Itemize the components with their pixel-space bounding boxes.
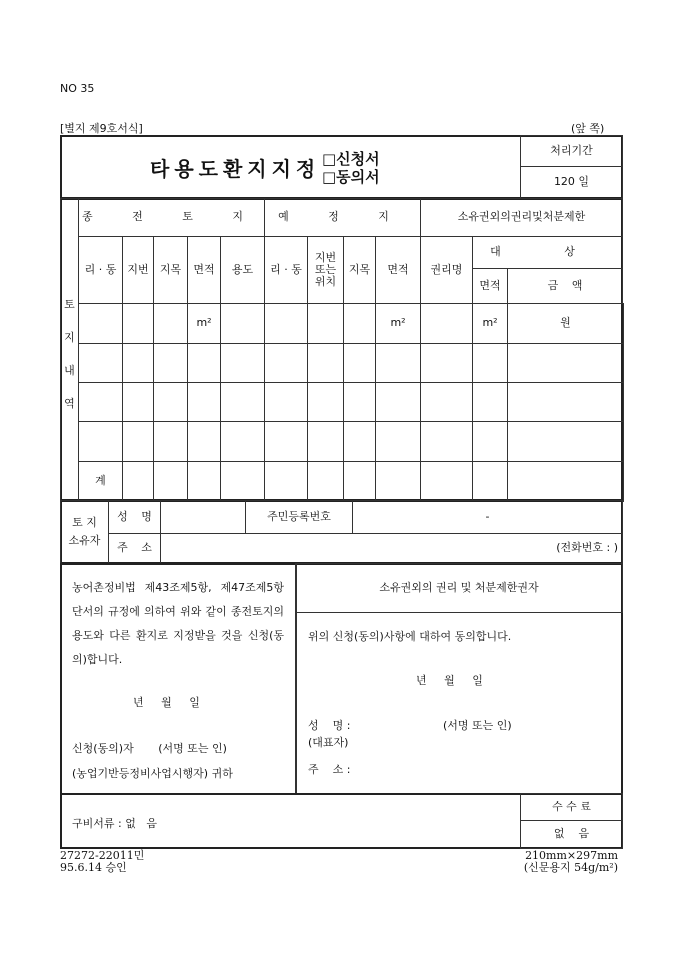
group-planned-land: 예 정 지 bbox=[264, 198, 421, 237]
land-cell[interactable] bbox=[78, 303, 123, 344]
land-cell[interactable] bbox=[420, 343, 473, 383]
application-text: 농어촌정비법 제43조제5항, 제47조제5항 단서의 규정에 의하여 위와 같이 종전토지의 용도와 다른 환지로 지정받을 것을 신청(동의)합니다. bbox=[72, 581, 284, 666]
land-cell[interactable] bbox=[122, 382, 154, 422]
consent-name: 성 명 : bbox=[308, 719, 351, 732]
unit-m2[interactable]: m² bbox=[375, 303, 421, 344]
phone-label: (전화번호 : ) bbox=[556, 541, 618, 555]
land-cell[interactable] bbox=[472, 382, 508, 422]
page-side: (앞 쪽) bbox=[571, 122, 605, 135]
col-lot: 지번 bbox=[122, 236, 154, 304]
required-docs: 구비서류 : 없 음 bbox=[72, 817, 157, 830]
form-code: 27272-22011민 bbox=[60, 849, 145, 862]
land-cell[interactable] bbox=[220, 303, 265, 344]
land-cell[interactable] bbox=[122, 421, 154, 462]
land-cell[interactable] bbox=[420, 421, 473, 462]
land-cell[interactable] bbox=[375, 461, 421, 502]
land-cell[interactable] bbox=[78, 421, 123, 462]
land-cell[interactable] bbox=[507, 382, 624, 422]
land-cell[interactable] bbox=[307, 343, 344, 383]
land-cell[interactable] bbox=[375, 343, 421, 383]
col-ri-dong-planned: 리 · 동 bbox=[264, 236, 308, 304]
paper-type: (신문용지 54g/m²) bbox=[523, 861, 618, 874]
address-field[interactable] bbox=[160, 533, 623, 564]
land-cell[interactable] bbox=[153, 461, 188, 502]
land-cell[interactable] bbox=[343, 461, 376, 502]
land-cell[interactable] bbox=[220, 382, 265, 422]
land-cell[interactable] bbox=[472, 421, 508, 462]
option-consent[interactable]: □동의서 bbox=[322, 168, 380, 186]
land-cell[interactable] bbox=[343, 421, 376, 462]
land-cell[interactable] bbox=[507, 421, 624, 462]
land-side-label bbox=[60, 198, 79, 501]
land-cell[interactable] bbox=[307, 382, 344, 422]
side-char: 지 bbox=[64, 331, 75, 345]
fee-label: 수 수 료 bbox=[520, 793, 623, 821]
consent-header: 소유권외의 권리 및 처분제한권자 bbox=[295, 563, 623, 613]
land-cell[interactable] bbox=[153, 303, 188, 344]
rrn-label: 주민등록번호 bbox=[245, 500, 353, 534]
land-cell[interactable] bbox=[220, 421, 265, 462]
address-label: 주 소 bbox=[108, 533, 161, 564]
land-cell[interactable] bbox=[78, 343, 123, 383]
recipient: (농업기반등정비사업시행자) 귀하 bbox=[72, 767, 233, 780]
side-char: 토 bbox=[64, 298, 75, 312]
land-cell[interactable] bbox=[307, 421, 344, 462]
group-rights: 소유권외의권리및처분제한 bbox=[420, 198, 623, 237]
land-cell[interactable] bbox=[220, 343, 265, 383]
land-cell[interactable] bbox=[343, 303, 376, 344]
consent-text: 위의 신청(동의)사항에 대하여 동의합니다. bbox=[308, 630, 512, 643]
land-cell[interactable] bbox=[187, 343, 221, 383]
land-cell[interactable] bbox=[264, 343, 308, 383]
land-cell[interactable] bbox=[375, 382, 421, 422]
col-target: 대 상 bbox=[472, 236, 623, 269]
name-label: 성 명 bbox=[108, 500, 161, 534]
land-cell[interactable] bbox=[472, 461, 508, 502]
unit-m2[interactable]: m² bbox=[187, 303, 221, 344]
col-area: 면적 bbox=[187, 236, 221, 304]
rrn-field[interactable]: - bbox=[352, 500, 623, 534]
consent-sign: (서명 또는 인) bbox=[443, 719, 512, 732]
land-cell[interactable] bbox=[122, 343, 154, 383]
unit-won[interactable]: 원 bbox=[507, 303, 624, 344]
land-cell[interactable] bbox=[264, 382, 308, 422]
land-cell[interactable] bbox=[307, 461, 344, 502]
land-cell[interactable] bbox=[122, 303, 154, 344]
land-cell[interactable] bbox=[420, 303, 473, 344]
side-char: 내 bbox=[64, 363, 75, 377]
land-cell[interactable] bbox=[472, 343, 508, 383]
land-cell[interactable] bbox=[264, 461, 308, 502]
period-label: 처리기간 bbox=[520, 135, 623, 167]
land-cell[interactable] bbox=[375, 421, 421, 462]
land-cell[interactable] bbox=[507, 461, 624, 502]
land-cell[interactable] bbox=[78, 382, 123, 422]
consent-address: 주 소 : bbox=[308, 763, 351, 776]
land-cell[interactable] bbox=[420, 461, 473, 502]
land-cell[interactable] bbox=[187, 461, 221, 502]
col-lot-or-location: 지번 또는 위치 bbox=[307, 236, 344, 304]
col-right-name: 권리명 bbox=[420, 236, 473, 304]
form-label: [별지 제9호서식] bbox=[60, 122, 143, 135]
land-cell[interactable] bbox=[264, 421, 308, 462]
land-cell[interactable] bbox=[153, 421, 188, 462]
unit-m2[interactable]: m² bbox=[472, 303, 508, 344]
approval-date: 95.6.14 승인 bbox=[60, 861, 127, 874]
option-application[interactable]: □신청서 bbox=[322, 150, 380, 168]
paper-size: 210mm×297mm bbox=[525, 849, 618, 862]
land-cell[interactable] bbox=[187, 382, 221, 422]
col-area-planned: 면적 bbox=[375, 236, 421, 304]
land-cell[interactable] bbox=[343, 343, 376, 383]
doc-number: NO 35 bbox=[60, 82, 95, 95]
land-cell[interactable] bbox=[153, 343, 188, 383]
land-cell[interactable] bbox=[122, 461, 154, 502]
col-ri-dong: 리 · 동 bbox=[78, 236, 123, 304]
total-label: 계 bbox=[78, 461, 123, 502]
application-date: 년 월 일 bbox=[133, 696, 200, 709]
land-cell[interactable] bbox=[153, 382, 188, 422]
consent-date: 년 월 일 bbox=[416, 674, 483, 687]
land-cell[interactable] bbox=[220, 461, 265, 502]
form-title: 타용도환지지정 bbox=[150, 157, 321, 181]
land-cell[interactable] bbox=[264, 303, 308, 344]
col-use: 용도 bbox=[220, 236, 265, 304]
col-category: 지목 bbox=[153, 236, 188, 304]
land-cell[interactable] bbox=[187, 421, 221, 462]
col-category-planned: 지목 bbox=[343, 236, 376, 304]
name-field[interactable] bbox=[160, 500, 246, 534]
group-original-land: 종 전 토 지 bbox=[78, 198, 265, 237]
land-cell[interactable] bbox=[507, 343, 624, 383]
consent-rep: (대표자) bbox=[308, 736, 349, 749]
col-target-amount: 금 액 bbox=[507, 268, 623, 304]
land-cell[interactable] bbox=[420, 382, 473, 422]
land-cell[interactable] bbox=[307, 303, 344, 344]
side-char: 역 bbox=[64, 396, 75, 410]
col-target-area: 면적 bbox=[472, 268, 508, 304]
owner-label: 토 지 소유자 bbox=[60, 500, 109, 564]
applicant-signature: 신청(동의)자 (서명 또는 인) bbox=[72, 742, 227, 755]
period-value: 120 일 bbox=[520, 166, 623, 199]
land-cell[interactable] bbox=[343, 382, 376, 422]
fee-value: 없 음 bbox=[520, 820, 623, 849]
